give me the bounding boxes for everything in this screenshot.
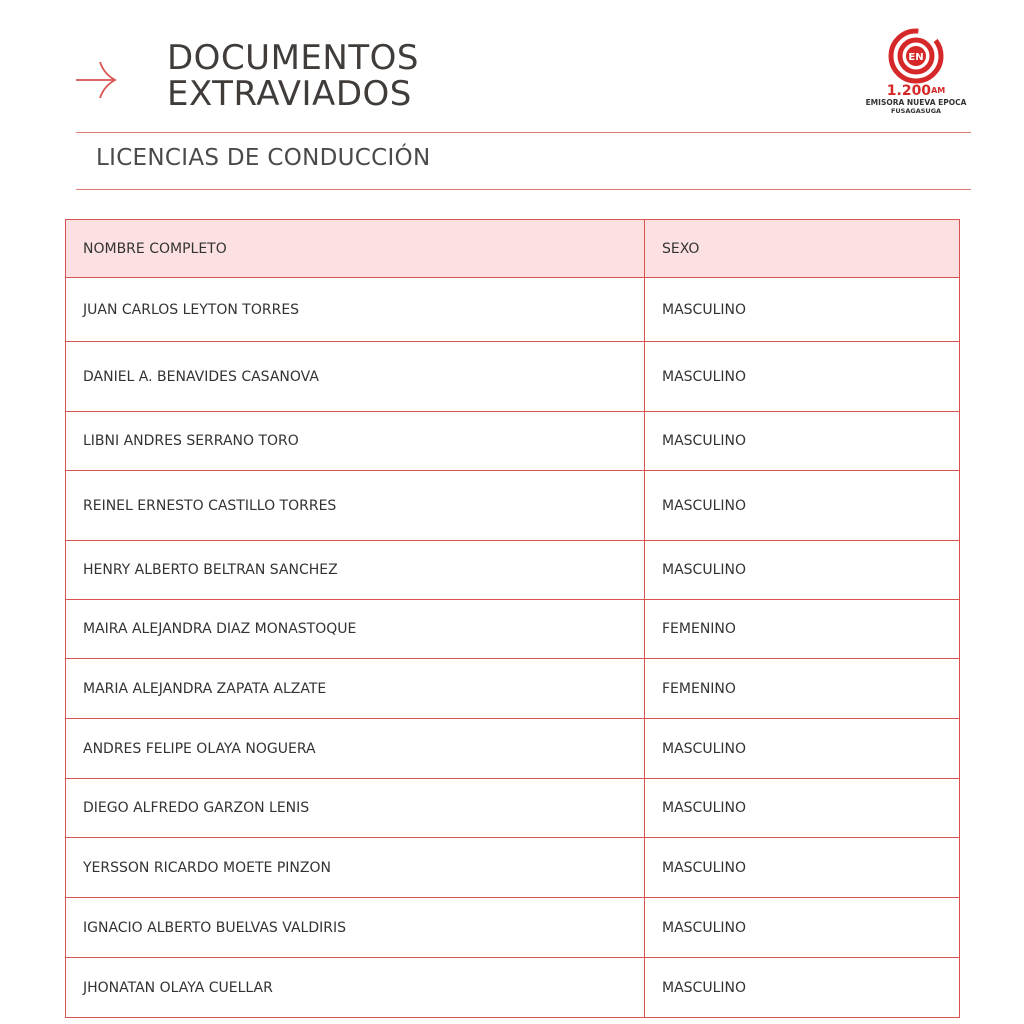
table-row	[66, 541, 960, 600]
table-header-row	[66, 220, 960, 278]
cell-sex: MASCULINO	[645, 471, 960, 541]
cell-sex: MASCULINO	[645, 779, 960, 838]
cell-sex: FEMENINO	[645, 659, 960, 719]
logo-city: FUSAGASUGA	[890, 107, 942, 115]
title-line-1: DOCUMENTOS	[167, 38, 419, 78]
documents-table	[65, 219, 960, 1018]
cell-name: ANDRES FELIPE OLAYA NOGUERA	[66, 719, 645, 779]
cell-name: JHONATAN OLAYA CUELLAR	[66, 958, 645, 1018]
cell-name: LIBNI ANDRES SERRANO TORO	[66, 412, 645, 471]
table-row	[66, 958, 960, 1018]
cell-sex: MASCULINO	[645, 342, 960, 412]
table-row	[66, 278, 960, 342]
frequency-text: 1.200	[886, 83, 932, 99]
cell-name: YERSSON RICARDO MOETE PINZON	[66, 838, 645, 898]
cell-sex: MASCULINO	[645, 278, 960, 342]
cell-sex: MASCULINO	[645, 838, 960, 898]
cell-name: MARIA ALEJANDRA ZAPATA ALZATE	[66, 659, 645, 719]
arrow-right-icon	[74, 58, 118, 102]
cell-sex: MASCULINO	[645, 541, 960, 600]
table-row	[66, 471, 960, 541]
cell-name: IGNACIO ALBERTO BUELVAS VALDIRIS	[66, 898, 645, 958]
cell-name: JUAN CARLOS LEYTON TORRES	[66, 278, 645, 342]
cell-sex: MASCULINO	[645, 719, 960, 779]
table-row	[66, 719, 960, 779]
cell-name: MAIRA ALEJANDRA DIAZ MONASTOQUE	[66, 600, 645, 659]
page-title	[167, 40, 419, 112]
table-row	[66, 600, 960, 659]
cell-name: REINEL ERNESTO CASTILLO TORRES	[66, 471, 645, 541]
cell-sex: FEMENINO	[645, 600, 960, 659]
radio-logo-icon	[888, 28, 944, 84]
title-line-2: EXTRAVIADOS	[167, 74, 412, 114]
station-logo	[860, 28, 972, 120]
cell-sex: MASCULINO	[645, 958, 960, 1018]
cell-name: DANIEL A. BENAVIDES CASANOVA	[66, 342, 645, 412]
table-row	[66, 412, 960, 471]
logo-frequency	[860, 84, 972, 98]
table-row	[66, 659, 960, 719]
divider-bottom	[76, 189, 971, 190]
logo-letters: EN	[908, 52, 924, 63]
header-sex: SEXO	[645, 220, 960, 278]
cell-name: HENRY ALBERTO BELTRAN SANCHEZ	[66, 541, 645, 600]
band-text: AM	[931, 86, 946, 95]
logo-station-name: EMISORA NUEVA EPOCA	[865, 98, 967, 107]
cell-name: DIEGO ALFREDO GARZON LENIS	[66, 779, 645, 838]
cell-sex: MASCULINO	[645, 412, 960, 471]
table-row	[66, 779, 960, 838]
header-name: NOMBRE COMPLETO	[66, 220, 645, 278]
cell-sex: MASCULINO	[645, 898, 960, 958]
table-row	[66, 898, 960, 958]
table-row	[66, 838, 960, 898]
section-subtitle: LICENCIAS DE CONDUCCIÓN	[96, 145, 431, 171]
table-row	[66, 342, 960, 412]
divider-top	[76, 132, 971, 133]
